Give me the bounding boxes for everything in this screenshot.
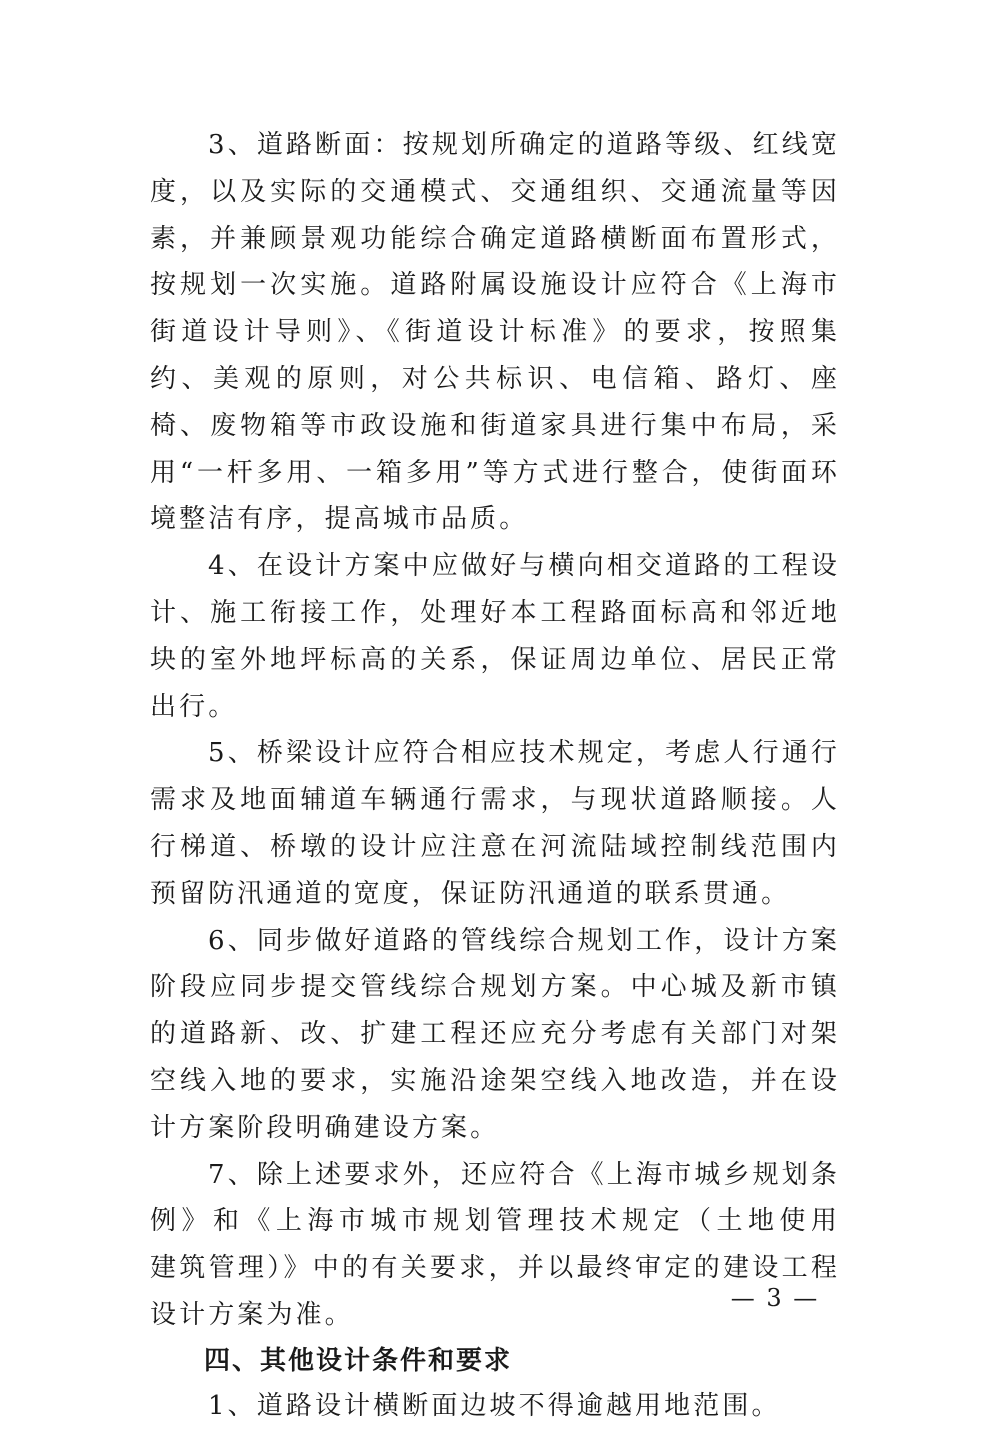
paragraph-slope-requirement: 1、道路设计横断面边坡不得逾越用地范围。 [208, 1390, 781, 1421]
paragraph-bridge-design: 5、桥梁设计应符合相应技术规定，考虑人行通行需求及地面辅道车辆通行需求，与现状道路顺接。人行梯道、桥墩的设计应注意在河流陆域控制线范围内预留防汛通道的宽度，保证防汛通道的联系贯通。 [150, 738, 840, 909]
paragraph-pipeline-planning: 6、同步做好道路的管线综合规划工作，设计方案阶段应同步提交管线综合规划方案。中心城及新市镇的道路新、改、扩建工程还应充分考虑有关部门对架空线入地的要求，实施沿途架空线入地改造，并在设计方案阶段明确建设方案。 [150, 925, 840, 1143]
section-heading: 四、其他设计条件和要求 [204, 1345, 513, 1376]
page-number: — 3 — [730, 1284, 820, 1312]
document-body [150, 122, 870, 1430]
paragraph-road-section: 3、道路断面：按规划所确定的道路等级、红线宽度，以及实际的交通模式、交通组织、交通流量等因素，并兼顾景观功能综合确定道路横断面布置形式，按规划一次实施。道路附属设施设计应符合《上海市街道设计导则》、《街道设计标准》的要求，按照集约、美观的原则，对公共标识、电信箱、路灯、座椅、废物箱等市政设施和街道家具进行集中布局，采用“一杆多用、一箱多用”等方式进行整合，使街面环境整洁有序，提高城市品质。 [150, 130, 840, 535]
paragraph-intersection-design: 4、在设计方案中应做好与横向相交道路的工程设计、施工衔接工作，处理好本工程路面标高和邻近地块的室外地坪标高的关系，保证周边单位、居民正常出行。 [150, 551, 840, 722]
paragraph-other-regulations: 7、除上述要求外，还应符合《上海市城乡规划条例》和《上海市城市规划管理技术规定（土地使用 建筑管理）》中的有关要求，并以最终审定的建设工程设计方案为准。 [150, 1159, 870, 1330]
